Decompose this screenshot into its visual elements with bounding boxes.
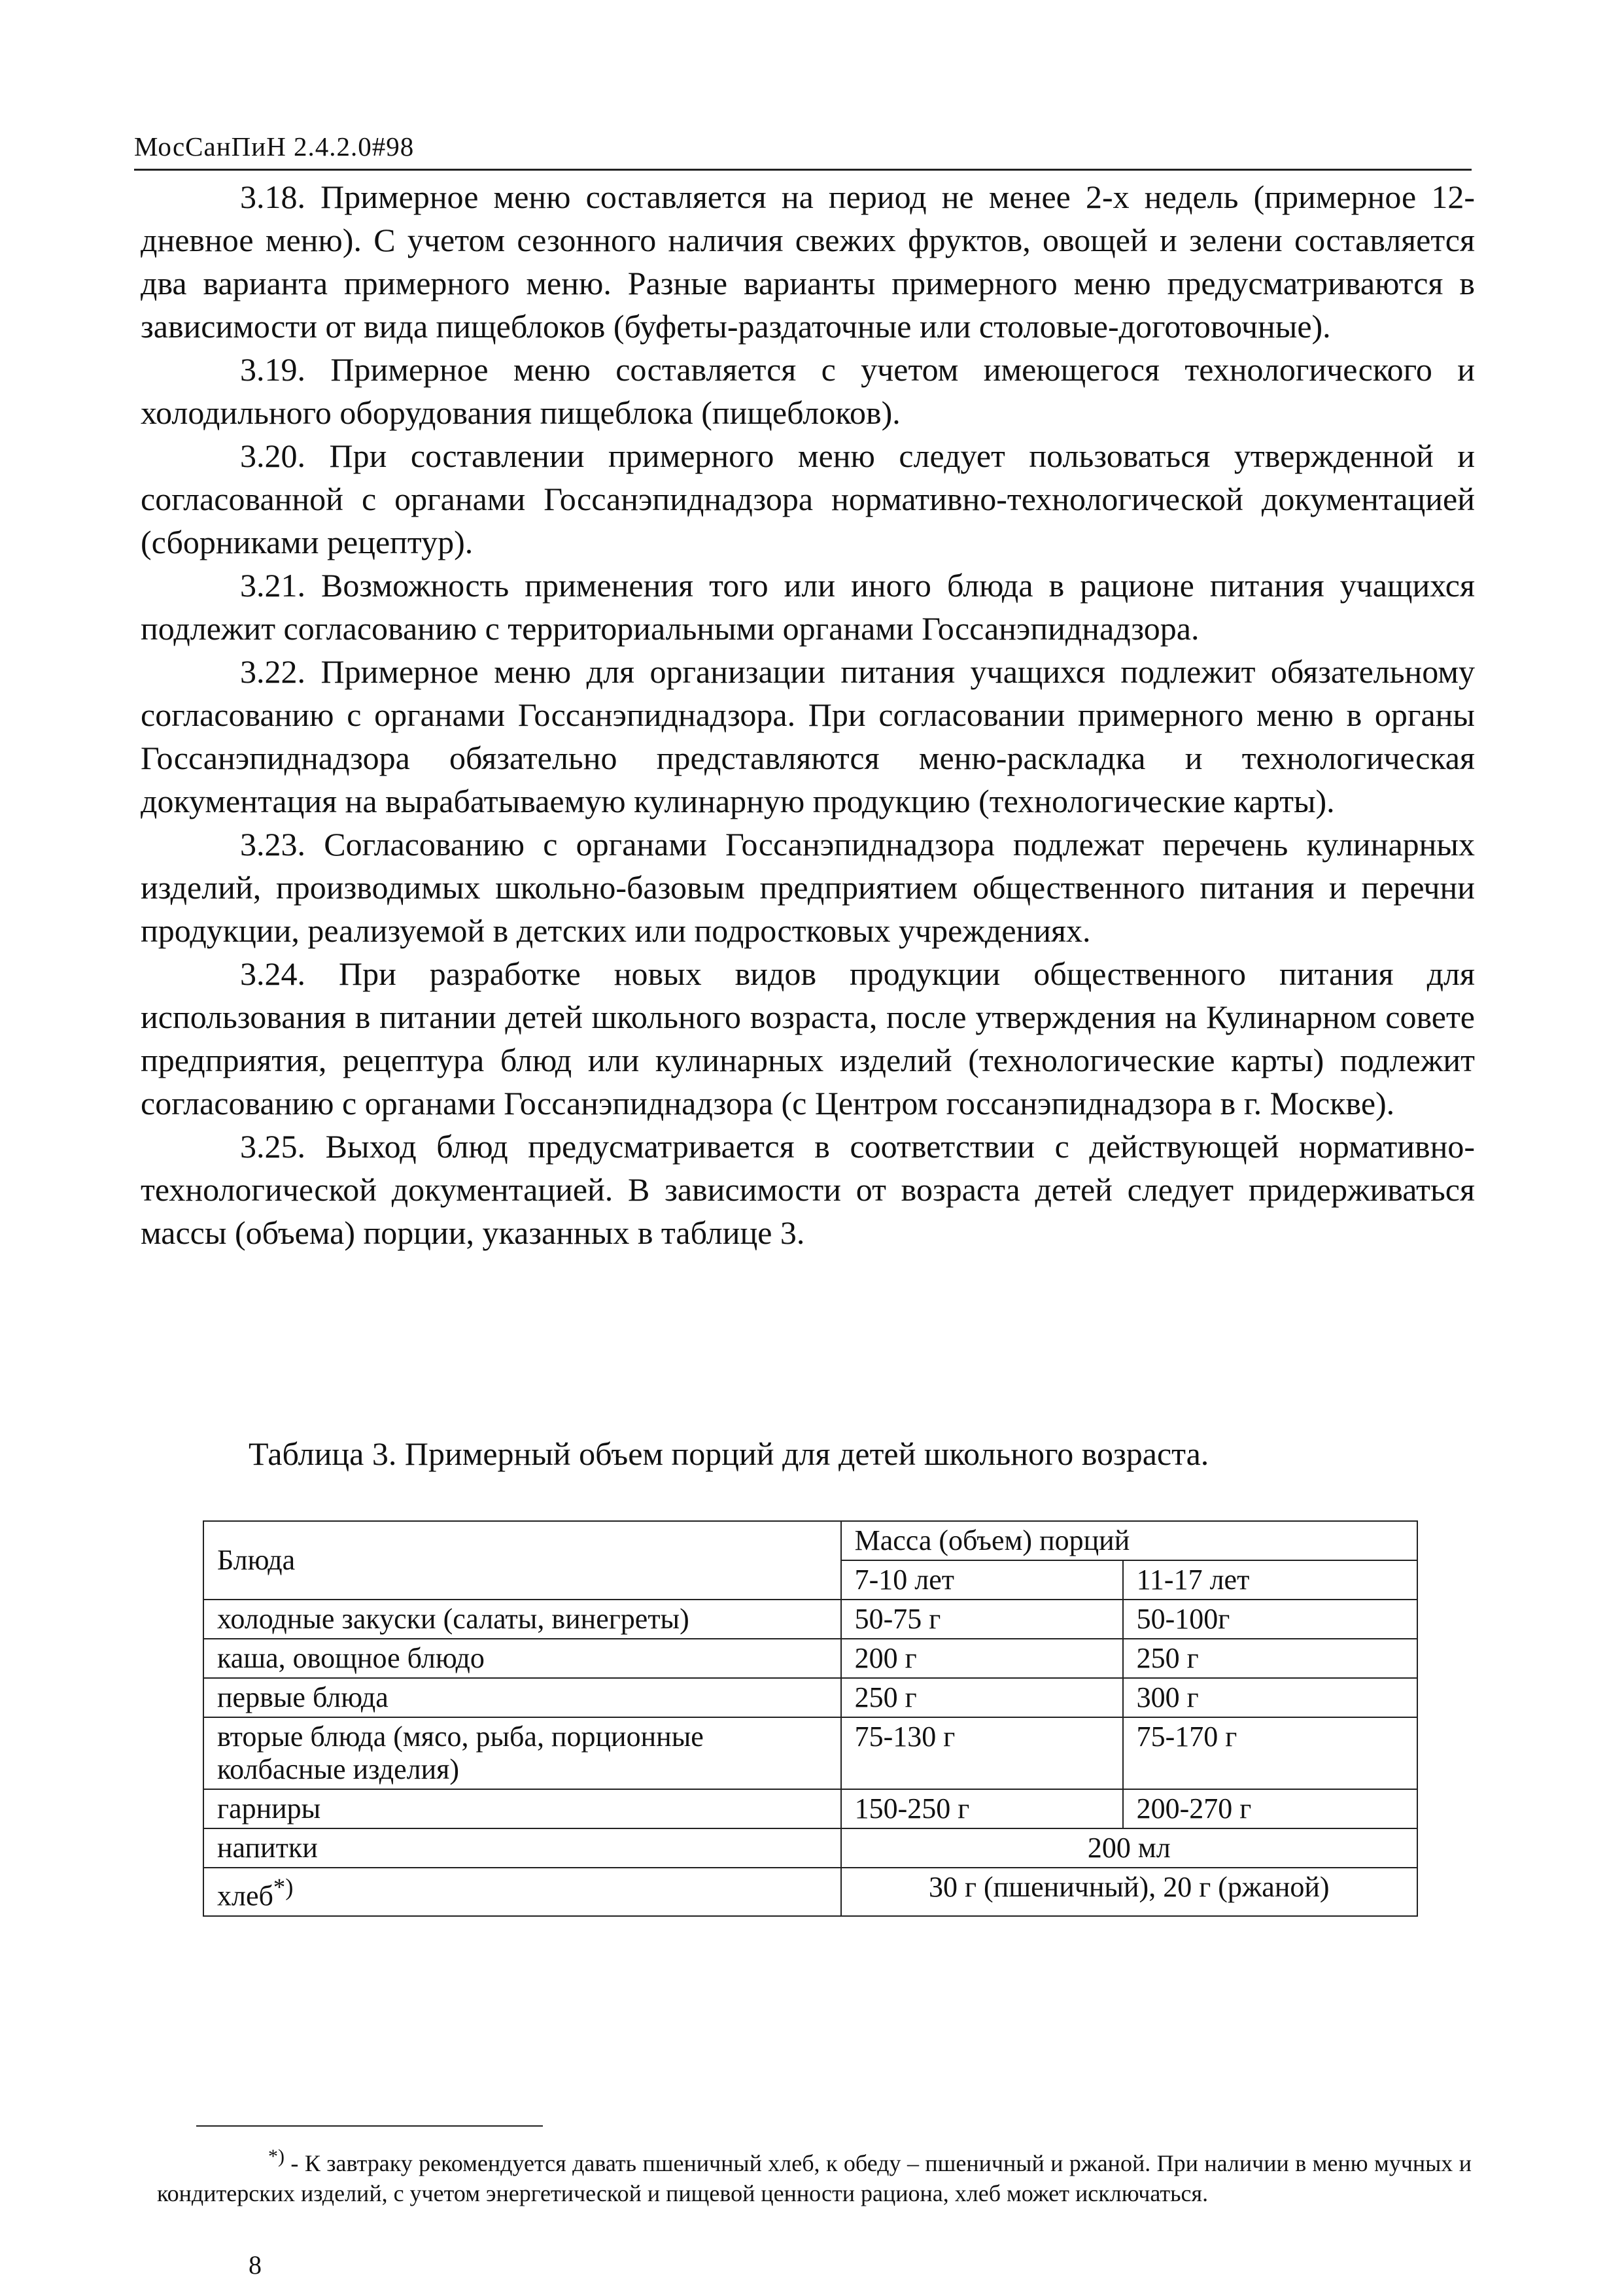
portion-merged-cell: 200 мл <box>841 1828 1417 1868</box>
table-caption: Таблица 3. Примерный объем порций для детей школьного возраста. <box>249 1435 1209 1472</box>
table-row-bread <box>203 1868 1417 1916</box>
portion-7-10-cell: 75-130 г <box>841 1717 1123 1789</box>
body-text <box>141 175 1475 1254</box>
paragraph-3-18: 3.18. Примерное меню составляется на период не менее 2-х недель (примерное 12-дневное меню). С учетом сезонного наличия свежих фруктов, овощей и зелени составляется два варианта примерного меню. Разные варианты примерного меню предусматриваются в зависимости от вида пищеблоков (буфеты-раздаточные или столовые-доготовочные). <box>141 179 1475 345</box>
portion-table <box>203 1520 1418 1917</box>
footnote-rule <box>196 2125 543 2127</box>
table-row <box>203 1639 1417 1678</box>
dish-label: хлеб <box>217 1879 273 1912</box>
table-row-drinks <box>203 1828 1417 1868</box>
dish-cell: напитки <box>203 1828 841 1868</box>
portion-11-17-cell: 50-100г <box>1123 1600 1417 1639</box>
header-dish-cell: Блюда <box>203 1521 841 1600</box>
dish-cell: гарниры <box>203 1789 841 1828</box>
portion-7-10-cell: 200 г <box>841 1639 1123 1678</box>
running-header: МосСанПиН 2.4.2.0#98 <box>134 131 415 162</box>
dish-cell: холодные закуски (салаты, винегреты) <box>203 1600 841 1639</box>
paragraph-3-25: 3.25. Выход блюд предусматривается в соответствии с действующей нормативно-технологической документацией. В зависимости от возраста детей следует придерживаться массы (объема) порции, указанных в таблице 3. <box>141 1128 1475 1251</box>
portion-7-10-cell: 250 г <box>841 1678 1123 1717</box>
portion-11-17-cell: 300 г <box>1123 1678 1417 1717</box>
portion-7-10-cell: 50-75 г <box>841 1600 1123 1639</box>
table-row <box>203 1789 1417 1828</box>
paragraph-3-19: 3.19. Примерное меню составляется с учетом имеющегося технологического и холодильного оборудования пищеблока (пищеблоков). <box>141 351 1475 431</box>
footnote-text: - К завтраку рекомендуется давать пшеничный хлеб, к обеду – пшеничный и ржаной. При наличии в меню мучных и кондитерских изделий, с учетом энергетической и пищевой ценности рациона, хлеб может исключаться. <box>157 2150 1472 2206</box>
header-rule <box>134 169 1472 171</box>
table-header-row <box>203 1521 1417 1560</box>
paragraph-3-22: 3.22. Примерное меню для организации питания учащихся подлежит обязательному согласованию с органами Госсанэпиднадзора. При согласовании примерного меню в органы Госсанэпиднадзора обязательно представляются меню-раскладка и технологическая документация на вырабатываемую кулинарную продукцию (технологические карты). <box>141 653 1475 819</box>
header-age-11-17: 11-17 лет <box>1123 1560 1417 1600</box>
table-row <box>203 1600 1417 1639</box>
dish-cell: вторые блюда (мясо, рыба, порционные колбасные изделия) <box>203 1717 841 1789</box>
footnote <box>157 2142 1472 2208</box>
header-mass-cell: Масса (объем) порций <box>841 1521 1417 1560</box>
portion-11-17-cell: 200-270 г <box>1123 1789 1417 1828</box>
page-number: 8 <box>249 2250 262 2280</box>
portion-11-17-cell: 250 г <box>1123 1639 1417 1678</box>
table-row <box>203 1717 1417 1789</box>
paragraph-3-21: 3.21. Возможность применения того или иного блюда в рационе питания учащихся подлежит согласованию с территориальными органами Госсанэпиднадзора. <box>141 567 1475 647</box>
dish-cell: каша, овощное блюдо <box>203 1639 841 1678</box>
portion-11-17-cell: 75-170 г <box>1123 1717 1417 1789</box>
header-age-7-10: 7-10 лет <box>841 1560 1123 1600</box>
table-row <box>203 1678 1417 1717</box>
portion-merged-cell: 30 г (пшеничный), 20 г (ржаной) <box>841 1868 1417 1916</box>
footnote-marker: *) <box>273 1874 294 1900</box>
dish-cell: первые блюда <box>203 1678 841 1717</box>
paragraph-3-23: 3.23. Согласованию с органами Госсанэпиднадзора подлежат перечень кулинарных изделий, производимых школьно-базовым предприятием общественного питания и перечни продукции, реализуемой в детских или подростковых учреждениях. <box>141 826 1475 949</box>
portion-7-10-cell: 150-250 г <box>841 1789 1123 1828</box>
footnote-marker: *) <box>268 2146 285 2167</box>
dish-cell <box>203 1868 841 1916</box>
paragraph-3-20: 3.20. При составлении примерного меню следует пользоваться утвержденной и согласованной с органами Госсанэпиднадзора нормативно-технологической документацией (сборниками рецептур). <box>141 437 1475 560</box>
paragraph-3-24: 3.24. При разработке новых видов продукции общественного питания для использования в питании детей школьного возраста, после утверждения на Кулинарном совете предприятия, рецептура блюд или кулинарных изделий (технологические карты) подлежит согласованию с органами Госсанэпиднадзора (с Центром госсанэпиднадзора в г. Москве). <box>141 955 1475 1122</box>
